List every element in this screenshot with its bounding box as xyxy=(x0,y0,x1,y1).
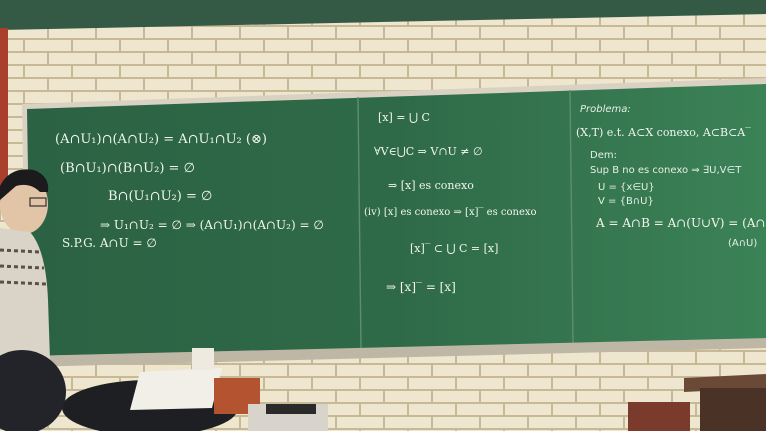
paper-note xyxy=(192,348,214,370)
right-line-1: (X,T) e.t. A⊂X conexo, A⊂B⊂A‾ xyxy=(576,126,751,139)
right-line-7: (A∩U) xyxy=(728,238,758,249)
left-line-5: S.P.G. A∩U = ∅ xyxy=(62,236,157,250)
middle-line-6: ⇒ [x]‾ = [x] xyxy=(386,280,456,294)
middle-line-2: ∀V∈⋃C ⇒ V∩U ≠ ∅ xyxy=(374,145,483,158)
right-line-5: V = {B∩U} xyxy=(598,196,654,207)
phone xyxy=(266,404,316,414)
desk-body xyxy=(700,388,766,431)
right-title: Problema: xyxy=(580,104,631,115)
middle-line-1: [x] = ⋃ C xyxy=(378,111,430,124)
middle-line-3: ⇒ [x] es conexo xyxy=(388,179,474,192)
chair-right xyxy=(628,402,690,431)
middle-line-4: (iv) [x] es conexo ⇒ [x]‾ es conexo xyxy=(364,207,537,218)
right-line-2: Dem: xyxy=(590,150,617,161)
right-line-6: A = A∩B = A∩(U∪V) = (A∩ xyxy=(596,216,766,230)
middle-line-5: [x]‾ ⊂ ⋃ C = [x] xyxy=(410,242,499,255)
right-line-3: Sup B no es conexo ⇒ ∃U,V∈T xyxy=(590,165,742,176)
left-line-3: B∩(U₁∩U₂) = ∅ xyxy=(108,189,213,204)
left-line-4: ⇒ U₁∩U₂ = ∅ ⇒ (A∩U₁)∩(A∩U₂) = ∅ xyxy=(100,218,324,232)
student-figure xyxy=(0,169,50,370)
left-line-1: (A∩U₁)∩(A∩U₂) = A∩U₁∩U₂ (⊗) xyxy=(55,132,267,147)
left-line-2: (B∩U₁)∩(B∩U₂) = ∅ xyxy=(60,161,195,176)
right-line-4: U = {x∈U} xyxy=(598,182,655,193)
paper-sheet xyxy=(130,368,222,410)
